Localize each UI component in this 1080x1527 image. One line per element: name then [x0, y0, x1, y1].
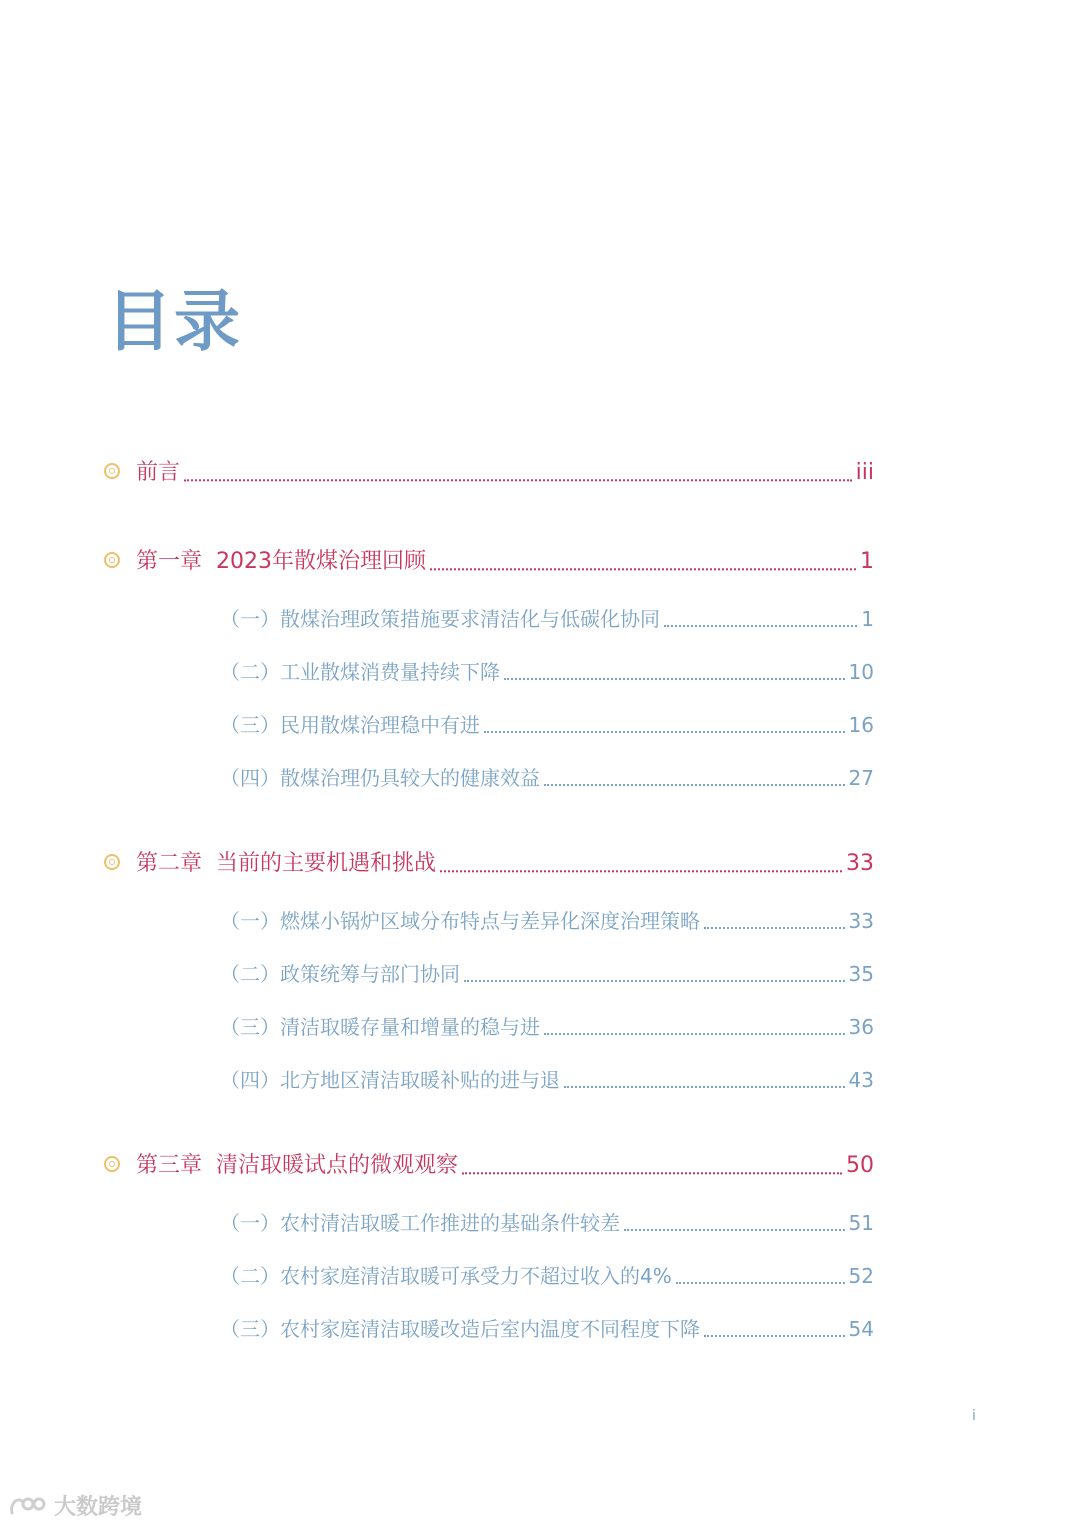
dot-leader [544, 773, 845, 786]
section-title: （四）散煤治理仍具较大的健康效益 [220, 766, 540, 790]
bullet-icon [104, 1156, 120, 1172]
toc-entry-section[interactable] [220, 905, 874, 934]
dot-leader [440, 858, 842, 872]
dot-leader [676, 1271, 845, 1284]
section-title: （一）燃煤小锅炉区域分布特点与差异化深度治理策略 [220, 909, 700, 933]
toc-entry-preface[interactable] [104, 455, 874, 486]
chapter-number: 第二章 [136, 851, 203, 876]
toc-entry-section[interactable] [220, 1011, 874, 1040]
section-title: （三）农村家庭清洁取暖改造后室内温度不同程度下降 [220, 1317, 700, 1341]
watermark-text: 大数跨境 [54, 1495, 143, 1520]
toc-entry-section[interactable] [220, 656, 874, 685]
watermark [8, 1490, 142, 1521]
section-title: （三）民用散煤治理稳中有进 [220, 713, 480, 737]
dot-leader [544, 1022, 845, 1035]
toc-entry-section[interactable] [220, 1260, 874, 1289]
page-ref: 54 [848, 1317, 874, 1341]
section-title: （二）工业散煤消费量持续下降 [220, 660, 500, 684]
toc-entry-section[interactable] [220, 958, 874, 987]
page-ref: 51 [848, 1211, 874, 1235]
toc-entry-section[interactable] [220, 709, 874, 738]
watermark-logo-icon [8, 1493, 48, 1519]
toc-entry-section[interactable] [220, 1207, 874, 1236]
section-title: （二）政策统筹与部门协同 [220, 962, 460, 986]
dot-leader [464, 969, 845, 982]
dot-leader [704, 916, 845, 929]
dot-leader [564, 1075, 845, 1088]
toc-entry-section[interactable] [220, 762, 874, 791]
page-ref: 27 [848, 766, 874, 790]
toc-entry-section[interactable] [220, 1313, 874, 1342]
page-ref: 33 [846, 851, 874, 876]
section-title: （二）农村家庭清洁取暖可承受力不超过收入的4% [220, 1264, 672, 1288]
dot-leader [664, 614, 857, 627]
toc-entry-chapter-3[interactable] [104, 1148, 874, 1179]
dot-leader [430, 556, 856, 570]
chapter-title: 2023年散煤治理回顾 [216, 549, 427, 574]
page-ref: 36 [848, 1015, 874, 1039]
page-ref: 33 [848, 909, 874, 933]
toc-title: 目录 [106, 283, 242, 360]
section-title: （一）散煤治理政策措施要求清洁化与低碳化协同 [220, 607, 660, 631]
page-ref: 35 [848, 962, 874, 986]
chapter-title: 前言 [136, 460, 181, 485]
page-ref: 10 [848, 660, 874, 684]
chapter-number: 第三章 [136, 1153, 203, 1178]
section-title: （三）清洁取暖存量和增量的稳与进 [220, 1015, 540, 1039]
dot-leader [184, 467, 852, 481]
page-ref: 1 [860, 549, 874, 574]
page-ref: 16 [848, 713, 874, 737]
dot-leader [704, 1324, 845, 1337]
chapter-title: 当前的主要机遇和挑战 [216, 851, 437, 876]
bullet-icon [104, 463, 120, 479]
toc-entry-section[interactable] [220, 1064, 874, 1093]
chapter-title: 清洁取暖试点的微观观察 [216, 1153, 459, 1178]
toc-entry-chapter-2[interactable] [104, 846, 874, 877]
dot-leader [484, 720, 845, 733]
section-title: （一）农村清洁取暖工作推进的基础条件较差 [220, 1211, 620, 1235]
bullet-icon [104, 854, 120, 870]
page-ref: 52 [848, 1264, 874, 1288]
page-ref: iii [855, 460, 874, 485]
bullet-icon [104, 552, 120, 568]
dot-leader [624, 1218, 845, 1231]
page-ref: 50 [846, 1153, 874, 1178]
chapter-number: 第一章 [136, 549, 203, 574]
dot-leader [462, 1160, 842, 1174]
page-ref: 1 [861, 607, 874, 631]
page-ref: 43 [848, 1068, 874, 1092]
toc-entry-chapter-1[interactable] [104, 544, 874, 575]
page-number: i [972, 1408, 976, 1424]
dot-leader [504, 667, 845, 680]
toc-entry-section[interactable] [220, 603, 874, 632]
section-title: （四）北方地区清洁取暖补贴的进与退 [220, 1068, 560, 1092]
